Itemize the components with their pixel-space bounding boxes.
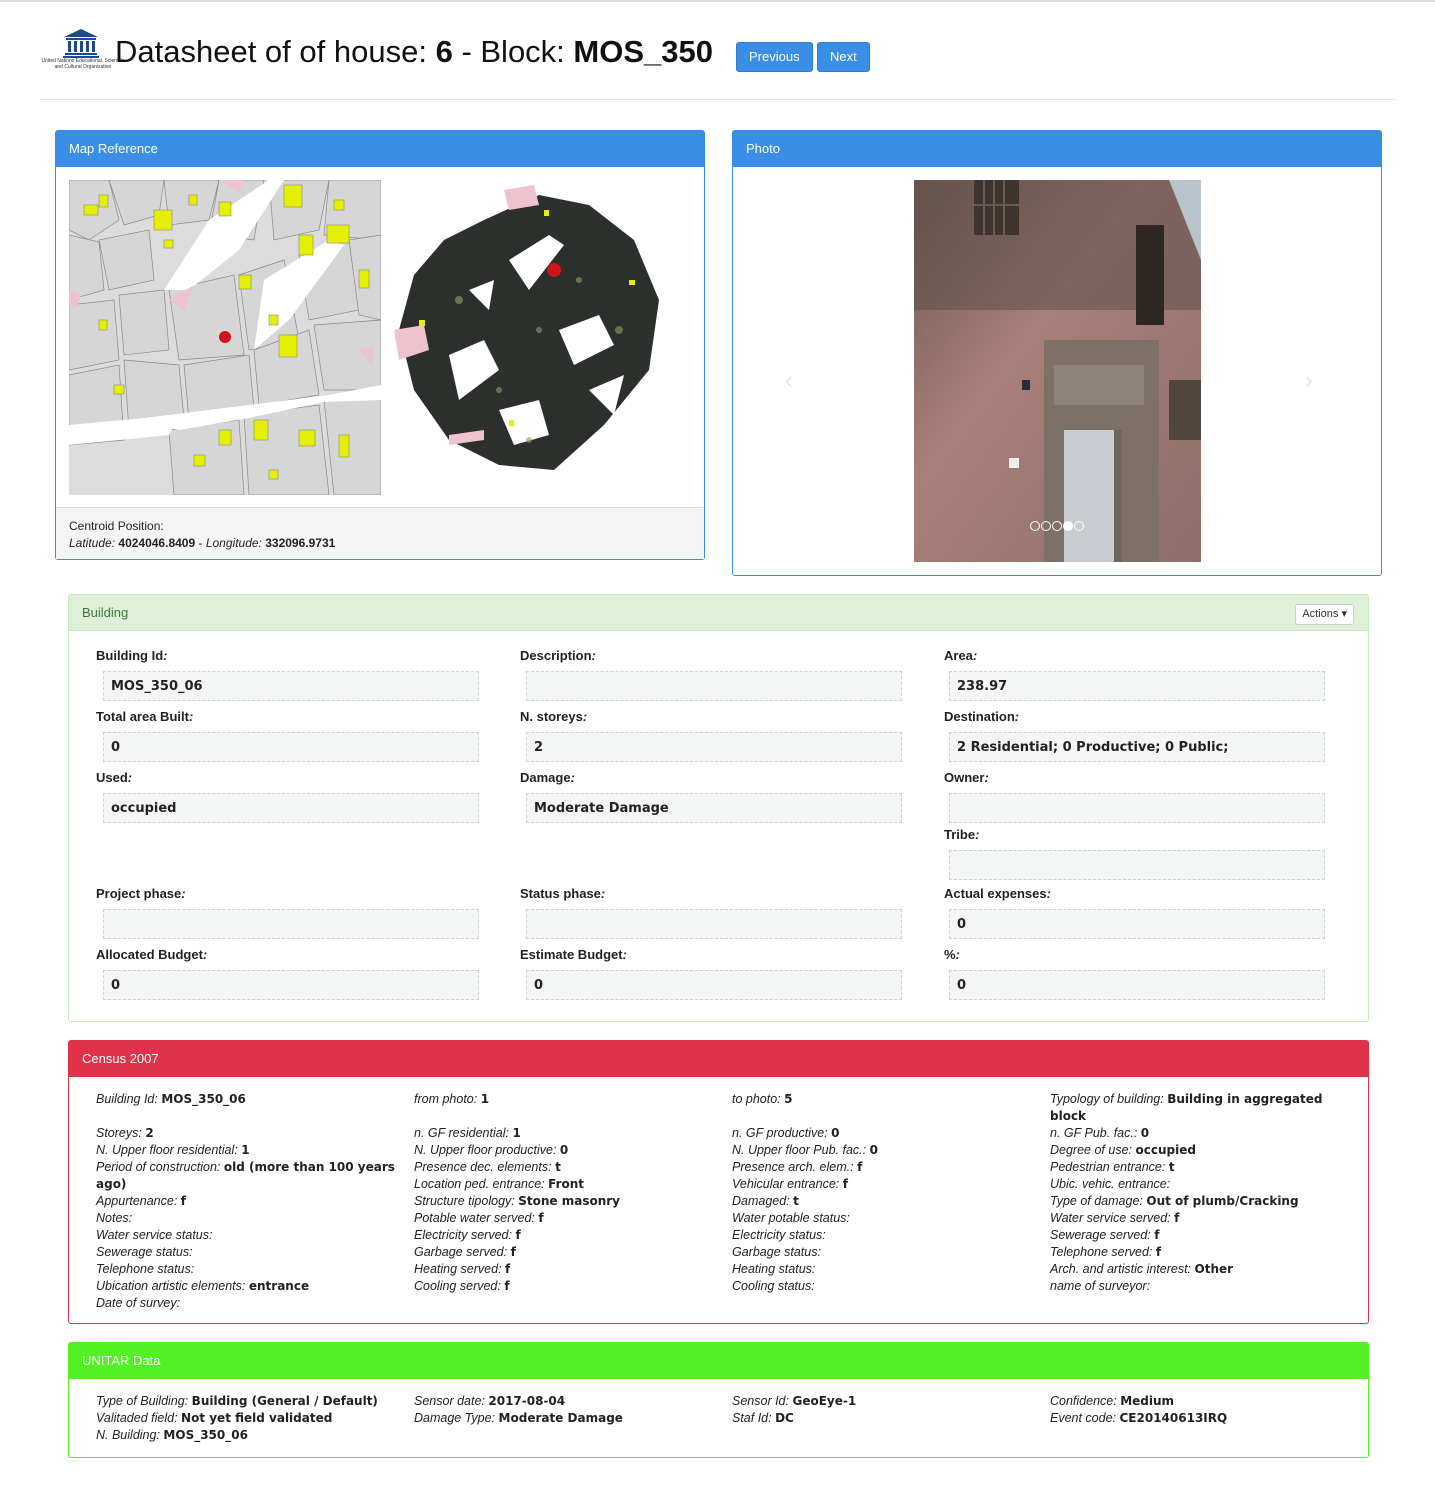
block-id: MOS_350 bbox=[573, 34, 713, 69]
percent-field: 0 bbox=[949, 970, 1325, 1000]
info-row bbox=[732, 1261, 1032, 1278]
info-label: name of surveyor: bbox=[1050, 1279, 1151, 1293]
census-panel bbox=[68, 1040, 1369, 1324]
detail-map-image[interactable] bbox=[69, 180, 381, 495]
info-value: occupied bbox=[1135, 1143, 1196, 1157]
info-value: f bbox=[1174, 1211, 1180, 1225]
carousel-indicator[interactable] bbox=[1074, 521, 1084, 531]
temple-icon bbox=[62, 28, 100, 58]
field-label: Total area Built: bbox=[96, 709, 194, 724]
total-area-field: 0 bbox=[103, 732, 479, 762]
info-label: Presence arch. elem.: bbox=[732, 1160, 854, 1174]
info-row bbox=[414, 1108, 714, 1125]
info-row bbox=[414, 1227, 714, 1244]
info-label: n. GF Pub. fac.: bbox=[1050, 1126, 1138, 1140]
field-label: Status phase: bbox=[520, 886, 606, 901]
info-label: Ubication artistic elements: bbox=[96, 1279, 246, 1293]
info-row bbox=[1050, 1244, 1340, 1261]
info-row bbox=[732, 1227, 1032, 1244]
info-value: 0 bbox=[831, 1126, 840, 1140]
info-label: Sensor date: bbox=[414, 1394, 485, 1408]
info-label: Cooling status: bbox=[732, 1279, 815, 1293]
info-row bbox=[732, 1410, 1032, 1427]
estimate-budget-field: 0 bbox=[526, 970, 902, 1000]
info-label: n. GF residential: bbox=[414, 1126, 509, 1140]
info-label: from photo: bbox=[414, 1092, 478, 1106]
unitar-column bbox=[1050, 1393, 1350, 1427]
coord-separator: - bbox=[198, 536, 203, 550]
info-row bbox=[96, 1193, 396, 1210]
info-label: Damage Type: bbox=[414, 1411, 496, 1425]
info-label: Confidence: bbox=[1050, 1394, 1117, 1408]
actions-label: Actions bbox=[1302, 608, 1339, 620]
info-value: f bbox=[180, 1194, 187, 1208]
actual-expenses-field: 0 bbox=[949, 909, 1325, 939]
field-label: Destination: bbox=[944, 709, 1020, 724]
used-field: occupied bbox=[103, 793, 479, 823]
info-value: Moderate Damage bbox=[498, 1411, 623, 1425]
info-value: f bbox=[510, 1245, 516, 1259]
info-label: Potable water served: bbox=[414, 1211, 535, 1225]
logo-caption: United Nations Educational, Scientific and Cultural Organization bbox=[41, 58, 125, 70]
storeys-field: 2 bbox=[526, 732, 902, 762]
page-header bbox=[40, 20, 1395, 100]
info-value: MOS_350_06 bbox=[163, 1428, 248, 1442]
unitar-column bbox=[732, 1393, 1032, 1427]
info-value: Stone masonry bbox=[518, 1194, 620, 1208]
carousel-indicators bbox=[1030, 519, 1085, 534]
building-id-field: MOS_350_06 bbox=[103, 671, 479, 701]
info-label: Ubic. vehic. entrance: bbox=[1050, 1177, 1171, 1191]
info-label: Damaged: bbox=[732, 1194, 790, 1208]
info-row bbox=[1050, 1125, 1340, 1142]
destination-field: 2 Residential; 0 Productive; 0 Public; bbox=[949, 732, 1325, 762]
info-value: 1 bbox=[512, 1126, 521, 1140]
status-phase-field bbox=[526, 909, 902, 939]
census-panel-title: Census 2007 bbox=[69, 1041, 1368, 1077]
unesco-logo bbox=[40, 28, 125, 90]
unitar-panel-title: UNITAR Data bbox=[69, 1343, 1368, 1379]
info-label: Water potable status: bbox=[732, 1211, 850, 1225]
info-value: MOS_350_06 bbox=[161, 1092, 246, 1106]
field-label: Building Id: bbox=[96, 648, 168, 663]
damage-field: Moderate Damage bbox=[526, 793, 902, 823]
info-value: 2 bbox=[145, 1126, 154, 1140]
census-column bbox=[732, 1091, 1032, 1295]
info-value: Front bbox=[548, 1177, 585, 1191]
owner-field bbox=[949, 793, 1325, 823]
info-label: Garbage served: bbox=[414, 1245, 508, 1259]
info-row bbox=[96, 1091, 396, 1108]
top-border bbox=[0, 0, 1435, 2]
info-row bbox=[732, 1193, 1032, 1210]
unitar-panel bbox=[68, 1342, 1369, 1458]
building-photo[interactable] bbox=[914, 180, 1201, 562]
field-label: Damage: bbox=[520, 770, 575, 785]
info-value: 5 bbox=[784, 1092, 793, 1106]
info-row bbox=[1050, 1210, 1340, 1227]
info-label: Notes: bbox=[96, 1211, 133, 1225]
info-label: Vehicular entrance: bbox=[732, 1177, 840, 1191]
field-label: Actual expenses: bbox=[944, 886, 1051, 901]
census-column bbox=[96, 1091, 396, 1312]
info-row bbox=[1050, 1278, 1340, 1295]
info-label: Date of survey: bbox=[96, 1296, 181, 1310]
info-row bbox=[96, 1295, 396, 1312]
info-row bbox=[414, 1176, 714, 1193]
info-label: Valitaded field: bbox=[96, 1411, 178, 1425]
info-value: f bbox=[1154, 1228, 1160, 1242]
photo-panel bbox=[732, 130, 1382, 576]
info-value: f bbox=[504, 1279, 510, 1293]
info-label: Sewerage served: bbox=[1050, 1228, 1151, 1242]
info-row bbox=[96, 1125, 396, 1142]
carousel-indicator[interactable] bbox=[1041, 521, 1051, 531]
field-label: Description: bbox=[520, 648, 596, 663]
info-value: f bbox=[1155, 1245, 1162, 1259]
field-label: Allocated Budget: bbox=[96, 947, 208, 962]
info-row bbox=[96, 1393, 396, 1410]
carousel-indicator-active[interactable] bbox=[1063, 521, 1073, 531]
info-label: N. Upper floor residential: bbox=[96, 1143, 238, 1157]
chevron-right-icon[interactable]: › bbox=[1305, 367, 1313, 394]
carousel-indicator[interactable] bbox=[1052, 521, 1062, 531]
info-row bbox=[732, 1210, 1032, 1227]
info-value: Building (General / Default) bbox=[191, 1394, 378, 1408]
info-label: N. Building: bbox=[96, 1428, 160, 1442]
info-row bbox=[414, 1159, 714, 1176]
info-row bbox=[414, 1193, 714, 1210]
info-value: DC bbox=[775, 1411, 794, 1425]
info-value: f bbox=[515, 1228, 521, 1242]
field-label: Tribe: bbox=[944, 827, 980, 842]
info-value: Out of plumb/Cracking bbox=[1146, 1194, 1299, 1208]
info-value: f bbox=[538, 1211, 544, 1225]
field-label: Area: bbox=[944, 648, 978, 663]
info-row bbox=[96, 1244, 396, 1261]
info-row bbox=[1050, 1176, 1340, 1193]
info-value: CE20140613IRQ bbox=[1119, 1411, 1228, 1425]
info-label: Telephone served: bbox=[1050, 1245, 1153, 1259]
field-label: Estimate Budget: bbox=[520, 947, 627, 962]
info-row bbox=[96, 1142, 396, 1159]
project-phase-field bbox=[103, 909, 479, 939]
info-label: Sewerage status: bbox=[96, 1245, 193, 1259]
info-label: Heating served: bbox=[414, 1262, 502, 1276]
page-title bbox=[115, 34, 713, 70]
map-reference-panel bbox=[55, 130, 705, 560]
info-row bbox=[1050, 1091, 1340, 1125]
info-row bbox=[732, 1278, 1032, 1295]
unitar-column bbox=[96, 1393, 396, 1444]
building-panel-title: Building bbox=[69, 595, 1368, 631]
info-row bbox=[96, 1261, 396, 1278]
info-value: 1 bbox=[480, 1092, 490, 1106]
centroid-label: Centroid Position: bbox=[69, 519, 164, 533]
info-row bbox=[414, 1210, 714, 1227]
map-panel-title: Map Reference bbox=[56, 131, 704, 167]
info-row bbox=[732, 1244, 1032, 1261]
info-label: Pedestrian entrance: bbox=[1050, 1160, 1166, 1174]
info-row bbox=[1050, 1393, 1350, 1410]
info-value: 0 bbox=[559, 1143, 569, 1157]
info-row bbox=[1050, 1142, 1340, 1159]
info-label: Presence dec. elements: bbox=[414, 1160, 552, 1174]
building-panel bbox=[68, 594, 1369, 1022]
info-row bbox=[1050, 1227, 1340, 1244]
info-label: Heating status: bbox=[732, 1262, 816, 1276]
census-column bbox=[1050, 1091, 1340, 1295]
info-value: t bbox=[555, 1160, 561, 1174]
info-row bbox=[414, 1244, 714, 1261]
actions-dropdown[interactable] bbox=[1295, 604, 1354, 625]
field-label: N. storeys: bbox=[520, 709, 588, 724]
info-label: Garbage status: bbox=[732, 1245, 821, 1259]
info-label: Water service served: bbox=[1050, 1211, 1171, 1225]
info-value: entrance bbox=[248, 1279, 310, 1293]
info-row bbox=[96, 1210, 396, 1227]
info-row bbox=[96, 1108, 396, 1125]
carousel-indicator[interactable] bbox=[1030, 521, 1040, 531]
longitude-value: 332096.9731 bbox=[265, 536, 336, 550]
info-row bbox=[732, 1091, 1032, 1108]
info-label: Storeys: bbox=[96, 1126, 142, 1140]
field-label: %: bbox=[944, 947, 960, 962]
info-row bbox=[96, 1227, 396, 1244]
info-row bbox=[96, 1410, 396, 1427]
info-label: Staf Id: bbox=[732, 1411, 772, 1425]
info-row bbox=[732, 1108, 1032, 1125]
info-row bbox=[414, 1393, 714, 1410]
info-row bbox=[1050, 1159, 1340, 1176]
info-label: Appurtenance: bbox=[96, 1194, 178, 1208]
description-field bbox=[526, 671, 902, 701]
next-button[interactable]: Next bbox=[817, 42, 870, 72]
info-row bbox=[414, 1142, 714, 1159]
info-label: n. GF productive: bbox=[732, 1126, 828, 1140]
info-label: Typology of building: bbox=[1050, 1092, 1164, 1106]
longitude-label: Longitude: bbox=[205, 536, 262, 550]
info-value: f bbox=[505, 1262, 511, 1276]
info-value: Not yet field validated bbox=[181, 1411, 333, 1425]
previous-button[interactable]: Previous bbox=[736, 42, 813, 72]
info-label: N. Upper floor productive: bbox=[414, 1143, 557, 1157]
latitude-label: Latitude: bbox=[69, 536, 116, 550]
info-value: 0 bbox=[869, 1143, 878, 1157]
info-row bbox=[96, 1427, 396, 1444]
field-label: Used: bbox=[96, 770, 133, 785]
info-row bbox=[732, 1393, 1032, 1410]
house-number: 6 bbox=[435, 34, 453, 69]
title-mid: - Block: bbox=[461, 34, 565, 69]
info-row bbox=[414, 1125, 714, 1142]
info-row bbox=[732, 1125, 1032, 1142]
field-label: Project phase: bbox=[96, 886, 186, 901]
info-value: 0 bbox=[1140, 1126, 1150, 1140]
info-label: Structure tipology: bbox=[414, 1194, 515, 1208]
info-row bbox=[414, 1091, 714, 1108]
area-field: 238.97 bbox=[949, 671, 1325, 701]
info-row bbox=[1050, 1261, 1340, 1278]
info-label: Location ped. entrance: bbox=[414, 1177, 545, 1191]
info-label: Telephone status: bbox=[96, 1262, 195, 1276]
info-label: Electricity served: bbox=[414, 1228, 512, 1242]
info-row bbox=[732, 1176, 1032, 1193]
info-value: Building in aggregated block bbox=[1050, 1092, 1323, 1123]
info-label: Event code: bbox=[1050, 1411, 1117, 1425]
chevron-left-icon[interactable]: ‹ bbox=[785, 367, 793, 394]
info-label: Cooling served: bbox=[414, 1279, 501, 1293]
info-label: Water service status: bbox=[96, 1228, 213, 1242]
field-label: Owner: bbox=[944, 770, 989, 785]
info-label: Type of Building: bbox=[96, 1394, 189, 1408]
info-row bbox=[96, 1159, 396, 1193]
info-value: old (more than 100 years ago) bbox=[96, 1160, 395, 1191]
info-label: Sensor Id: bbox=[732, 1394, 789, 1408]
info-value: GeoEye-1 bbox=[792, 1394, 857, 1408]
info-label: Electricity status: bbox=[732, 1228, 826, 1242]
info-value: Medium bbox=[1120, 1394, 1175, 1408]
census-column bbox=[414, 1091, 714, 1295]
info-row bbox=[1050, 1410, 1350, 1427]
info-label: Building Id: bbox=[96, 1092, 158, 1106]
photo-panel-title: Photo bbox=[733, 131, 1381, 167]
info-label: N. Upper floor Pub. fac.: bbox=[732, 1143, 867, 1157]
info-label: to photo: bbox=[732, 1092, 781, 1106]
info-row bbox=[414, 1261, 714, 1278]
info-label: Degree of use: bbox=[1050, 1143, 1132, 1157]
title-prefix: Datasheet of of house: bbox=[115, 34, 427, 69]
allocated-budget-field: 0 bbox=[103, 970, 479, 1000]
info-value: 2017-08-04 bbox=[488, 1394, 566, 1408]
info-value: f bbox=[857, 1160, 863, 1174]
info-row bbox=[414, 1410, 714, 1427]
centroid-coordinates bbox=[69, 535, 691, 552]
overview-map-image[interactable] bbox=[389, 180, 669, 480]
info-row bbox=[414, 1278, 714, 1295]
latitude-value: 4024046.8409 bbox=[118, 536, 196, 550]
info-label: Arch. and artistic interest: bbox=[1050, 1262, 1192, 1276]
info-row bbox=[1050, 1193, 1340, 1210]
centroid-position bbox=[56, 507, 704, 559]
unitar-column bbox=[414, 1393, 714, 1427]
info-row bbox=[96, 1278, 396, 1295]
caret-down-icon: ▾ bbox=[1341, 608, 1347, 620]
info-value: t bbox=[793, 1194, 799, 1208]
info-row bbox=[732, 1142, 1032, 1159]
info-value: Other bbox=[1194, 1262, 1234, 1276]
tribe-field bbox=[949, 850, 1325, 880]
info-label: Type of damage: bbox=[1050, 1194, 1143, 1208]
info-row bbox=[732, 1159, 1032, 1176]
info-label: Period of construction: bbox=[96, 1160, 221, 1174]
info-value: 1 bbox=[241, 1143, 250, 1157]
info-value: f bbox=[842, 1177, 848, 1191]
info-value: t bbox=[1168, 1160, 1175, 1174]
